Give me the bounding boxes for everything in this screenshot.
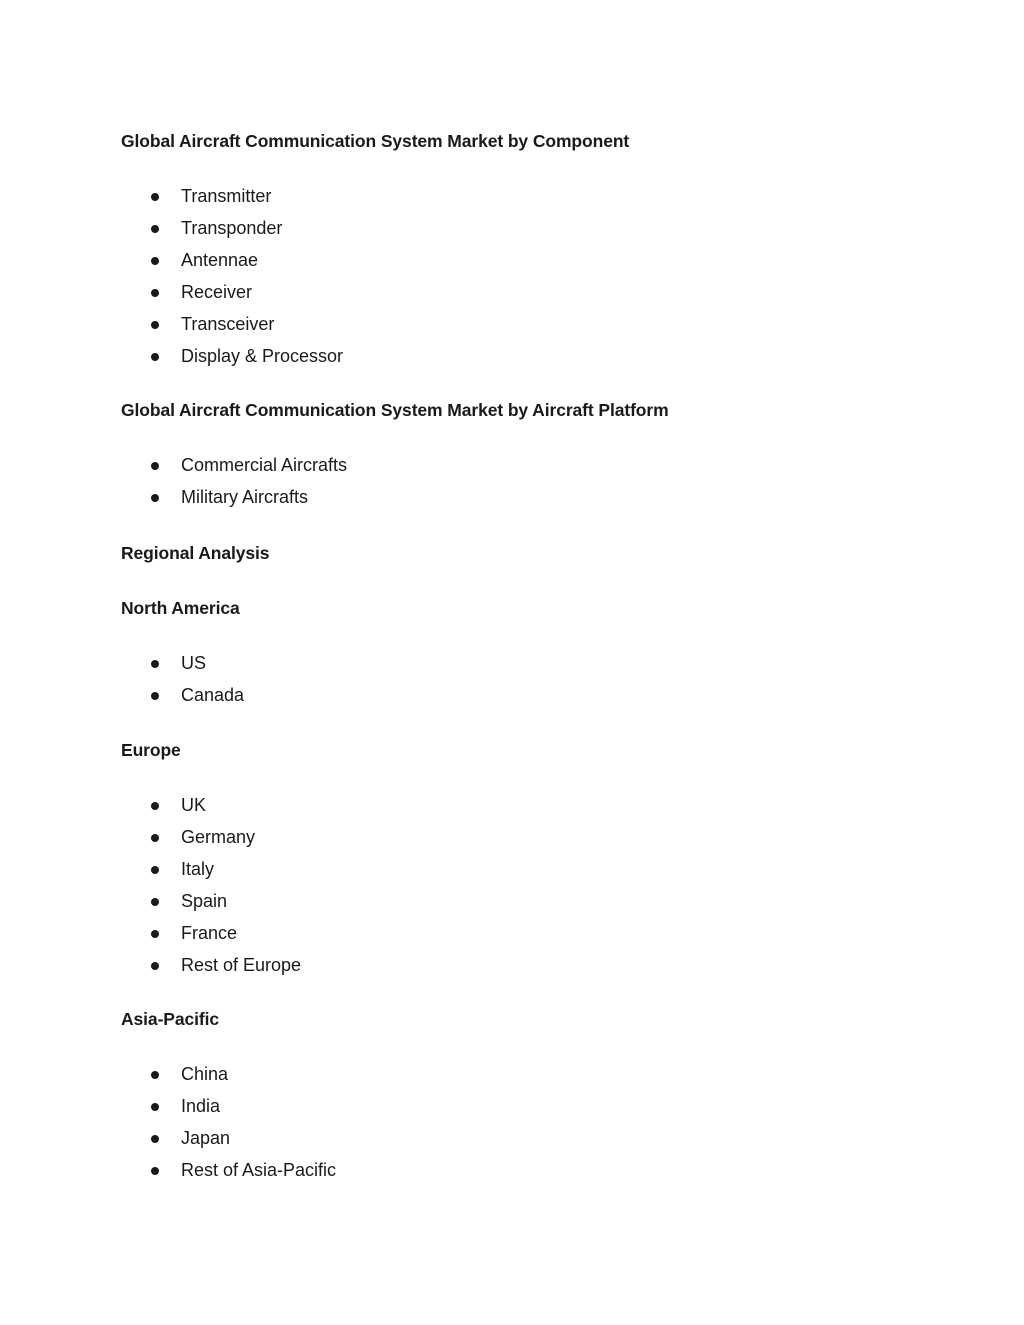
list-item-text: Italy xyxy=(181,859,215,879)
bullet-icon xyxy=(151,1135,159,1143)
section-heading-europe: Europe xyxy=(121,740,181,760)
list-item-text: Rest of Europe xyxy=(181,955,302,975)
list-item-text: Transceiver xyxy=(181,314,275,334)
bullet-icon xyxy=(151,289,159,297)
list-item-text: Display & Processor xyxy=(181,346,344,366)
bullet-icon xyxy=(151,834,159,842)
bullet-icon xyxy=(151,1167,159,1175)
list-item-text: UK xyxy=(181,795,207,815)
bullet-icon xyxy=(151,462,159,470)
list-item-text: Rest of Asia-Pacific xyxy=(181,1160,337,1180)
list-item-text: Japan xyxy=(181,1128,231,1148)
list-item-text: China xyxy=(181,1064,229,1084)
list-item-text: Military Aircrafts xyxy=(181,487,309,507)
list-item-text: Commercial Aircrafts xyxy=(181,455,348,475)
list-item-text: US xyxy=(181,653,207,673)
list-item-text: Transponder xyxy=(181,218,283,238)
list-item-text: Germany xyxy=(181,827,256,847)
list-item-text: Antennae xyxy=(181,250,259,270)
section-heading-aircraft-platform: Global Aircraft Communication System Market by Aircraft Platform xyxy=(121,400,669,420)
bullet-icon xyxy=(151,225,159,233)
bullet-icon xyxy=(151,692,159,700)
list-item-text: France xyxy=(181,923,238,943)
list-item-text: Canada xyxy=(181,685,245,705)
bullet-icon xyxy=(151,802,159,810)
list-item-text: Transmitter xyxy=(181,186,272,206)
bullet-icon xyxy=(151,193,159,201)
bullet-icon xyxy=(151,930,159,938)
bullet-icon xyxy=(151,353,159,361)
list-item-text: Receiver xyxy=(181,282,253,302)
bullet-icon xyxy=(151,866,159,874)
bullet-icon xyxy=(151,1103,159,1111)
list-item-text: India xyxy=(181,1096,221,1116)
bullet-icon xyxy=(151,257,159,265)
section-heading-component: Global Aircraft Communication System Market by Component xyxy=(121,131,630,151)
bullet-icon xyxy=(151,962,159,970)
bullet-icon xyxy=(151,898,159,906)
bullet-icon xyxy=(151,321,159,329)
list-item-text: Spain xyxy=(181,891,228,911)
bullet-icon xyxy=(151,494,159,502)
bullet-icon xyxy=(151,1071,159,1079)
section-heading-north-america: North America xyxy=(121,598,240,618)
bullet-icon xyxy=(151,660,159,668)
section-heading-asia-pacific: Asia-Pacific xyxy=(121,1009,220,1029)
section-heading-regional-analysis: Regional Analysis xyxy=(121,543,270,563)
